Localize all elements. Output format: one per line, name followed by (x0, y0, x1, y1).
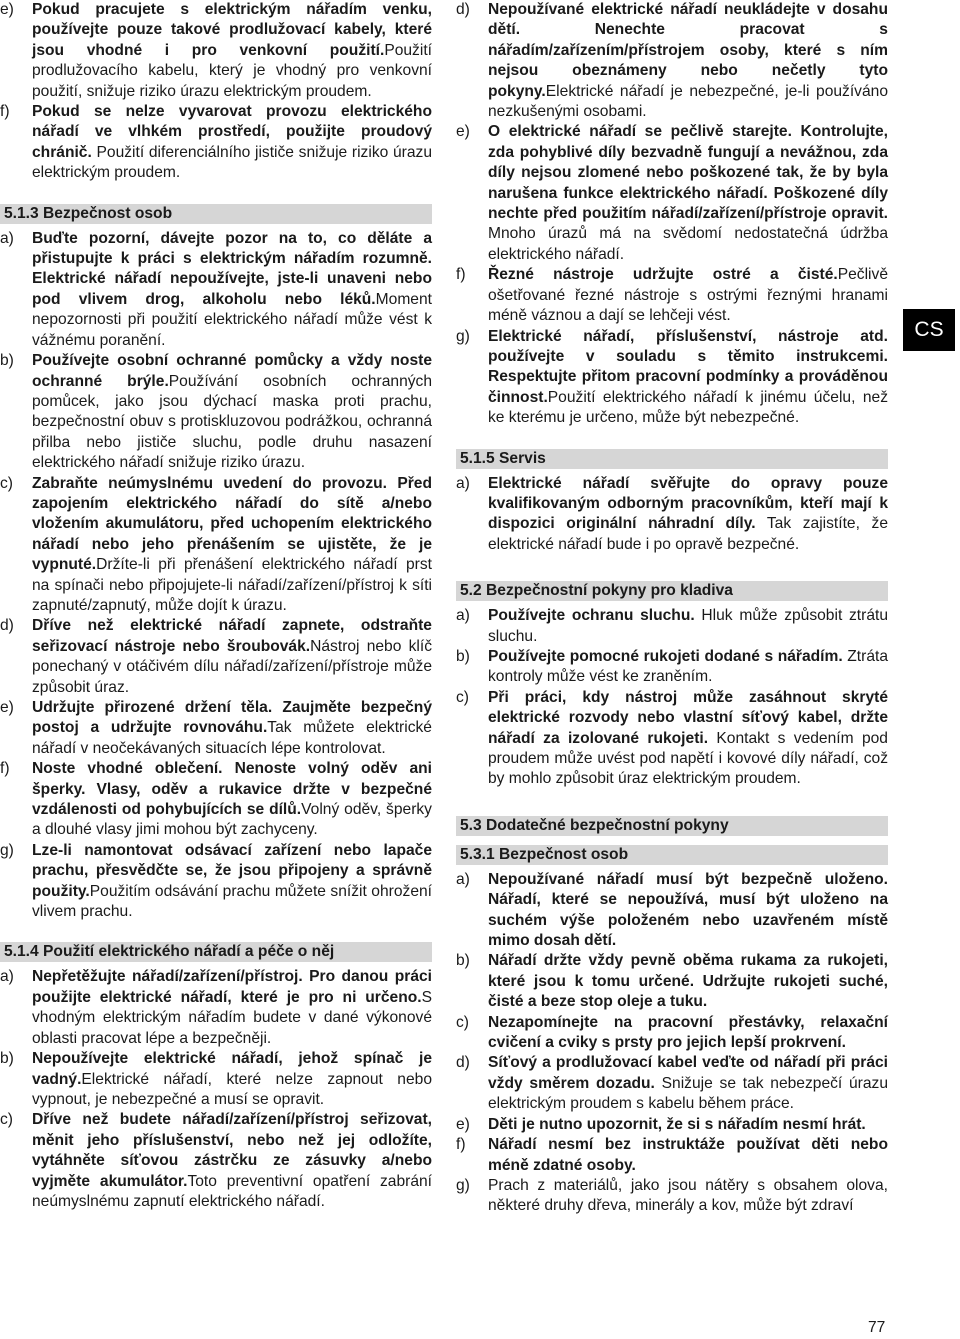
list-5-1-4 (0, 967, 432, 1212)
item-letter: c) (456, 688, 469, 706)
list-item (456, 870, 888, 952)
item-normal-text: Hluk může způsobit ztrátu sluchu. (488, 607, 888, 645)
item-letter: b) (456, 647, 470, 665)
item-letter: a) (0, 229, 14, 247)
item-letter: g) (0, 841, 14, 859)
left-column (0, 0, 432, 1212)
item-bold-text: Nepoužívané elektrické nářadí neukládejte v dosahu dětí. Nenechte pracovat s nářadím/zařízením/přístrojem osoby, které s ním nejsou obeznámeny nebo nečetly tyto pokyny. (488, 1, 888, 100)
list-5-1-5 (456, 474, 888, 556)
item-letter: g) (456, 1176, 470, 1194)
list-item (0, 351, 432, 473)
list-item (456, 688, 888, 790)
item-normal-text: Použití elektrického nářadí k jinému účelu, než ke kterému je určeno, může být nebezpečné. (488, 388, 888, 427)
item-normal-text: Toto preventivní opatření zabrání neúmyslnému zapnutí elektrického nářadí. (32, 1172, 433, 1210)
item-letter: a) (456, 607, 470, 625)
item-letter: d) (0, 617, 14, 635)
item-letter: b) (0, 1050, 14, 1068)
item-normal-text: Prach z materiálů, jako jsou nátěry s obsahem olova, některé druhy dřeva, minerály a kov, může být zdraví (488, 1176, 888, 1215)
item-bold-text: Řezné nástroje udržujte ostré a čisté. (488, 266, 838, 284)
list-item (456, 1053, 888, 1114)
heading-5-2: 5.2 Bezpečnostní pokyny pro kladiva (456, 581, 888, 601)
item-normal-text: Pečlivě ošetřované řezné nástroje s ostrými řeznými hranami méně váznou a dají se lehčeji vést. (488, 266, 888, 325)
item-normal-text: Držíte-li při přenášení elektrického nářadí prst na spínači nebo připojujete-li nářadí/zařízení/přístroj k síti zapnuté/zapnutý, může dojít k úrazu. (32, 556, 432, 614)
list-item (456, 0, 888, 122)
item-normal-text: Nástroj nebo klíč ponechaný v otáčivém dílu nářadí/zařízení/přístroje může způsobit úraz. (32, 637, 432, 696)
heading-5-1-5: 5.1.5 Servis (456, 449, 888, 469)
item-letter: a) (456, 474, 470, 492)
item-letter: c) (0, 1111, 13, 1129)
item-bold-text: Zabraňte neúmyslnému uvedení do provozu. Před zapojením elektrického nářadí do sítě a/nebo vložením akumulátoru, před uchopením elektrického nářadí nebo jeho přenášením se ujistěte, že je vypnuté. (32, 474, 432, 574)
item-normal-text: S vhodným elektrickým nářadím budete v dané výkonové oblasti pracovat lépe a bezpečněji. (32, 988, 432, 1047)
item-letter: f) (0, 103, 10, 121)
item-bold-text: Noste vhodné oblečení. Nenoste volný oděv ani šperky. Vlasy, oděv a rukavice držte v bezpečné vzdálenosti od pohybujících se dílů. (32, 760, 432, 819)
item-letter: e) (0, 1, 14, 18)
item-bold-text: Při práci, kdy nástroj může zasáhnout skryté elektrické rozvody nebo vlastní síťový kabel, držte nářadí za izolované rukojeti. (488, 688, 888, 747)
list-item (0, 1110, 432, 1212)
list-item (0, 102, 432, 184)
item-bold-text: Nepřetěžujte nářadí/zařízení/přístroj. Pro danou práci použijte elektrické nářadí, které je pro ni určeno. (32, 968, 432, 1006)
list-item (456, 1013, 888, 1054)
item-normal-text: Použití prodlužovacího kabelu, který je vhodný pro venkovní použití, snižuje riziko úrazu elektrickým proudem. (32, 41, 432, 100)
list-item (0, 698, 432, 759)
list-item (0, 616, 432, 698)
item-normal-text: Volný oděv, šperky a dlouhé vlasy jimi mohou být zachyceny. (32, 801, 432, 839)
list-item (0, 759, 432, 841)
item-normal-text: Ztráta kontroly může vést ke zraněním. (488, 647, 888, 686)
item-letter: a) (0, 968, 14, 986)
item-letter: e) (456, 123, 470, 141)
item-bold-text: Dříve než budete nářadí/zařízení/přístroj seřizovat, měnit jeho příslušenství, nebo než jej odložíte, vytáhněte síťovou zástrčku ze zásuvky a/nebo vyjměte akumulátor. (32, 1111, 432, 1190)
item-bold-text: Nářadí nesmí bez instruktáže používat děti nebo méně zdatné osoby. (488, 1136, 888, 1174)
item-letter: b) (0, 352, 14, 370)
item-letter: c) (0, 474, 13, 492)
item-normal-text: Kontakt s vedením pod proudem může uvést pod napětí i kovové díly nářadí, což by mohlo způsobit úraz elektrickým proudem. (488, 729, 888, 788)
item-bold-text: Elektrické nářadí, příslušenství, nástroje atd. používejte v souladu s těmito instrukcemi. Respektujte přitom pracovní podmínky a prováděnou činnost. (488, 327, 888, 406)
list-item (456, 122, 888, 265)
item-bold-text: Buďte pozorní, dávejte pozor na to, co děláte a přistupujte k práci s elektrickým nářadím rozumně. Elektrické nářadí nepoužívejte, jste-li unaveni nebo pod vlivem drog, alkoholu nebo léků. (32, 229, 432, 308)
item-letter: c) (456, 1013, 469, 1031)
list-item (456, 1176, 888, 1217)
item-bold-text: Nářadí držte vždy pevně oběma rukama za rukojeti, které jsou k tomu určené. Udržujte rukojeti suché, čisté a beze stop oleje a tuku. (488, 952, 888, 1011)
item-letter: g) (456, 327, 470, 345)
item-bold-text: Nezapomínejte na pracovní přestávky, relaxační cvičení a cviky s prsty pro jejich lepší prokrvení. (488, 1013, 888, 1052)
list-item (0, 474, 432, 617)
list-5-2 (456, 606, 888, 790)
item-bold-text: Nepoužívané nářadí musí být bezpečně uloženo. Nářadí, které se nepoužívá, musí být uloženo na suchém výše položeném nebo uzavřeném místě mimo dosah dětí. (488, 870, 888, 950)
heading-5-1-3: 5.1.3 Bezpečnost osob (0, 204, 432, 224)
item-bold-text: Dříve než elektrické nářadí zapnete, odstraňte seřizovací nástroje nebo šroubovák. (32, 617, 432, 655)
list-item (456, 327, 888, 429)
list-item (0, 967, 432, 1049)
item-bold-text: Lze-li namontovat odsávací zařízení nebo lapače prachu, přesvědčte se, že jsou připojeny a správně použity. (32, 841, 432, 900)
item-letter: b) (456, 952, 470, 970)
language-tab: CS (903, 309, 955, 351)
item-bold-text: Děti je nutno upozornit, že si s nářadím nesmí hrát. (488, 1115, 866, 1133)
item-bold-text: Pokud se nelze vyvarovat provozu elektrického nářadí ve vlhkém prostředí, použijte proudový chránič. (32, 103, 432, 161)
list-item (0, 229, 432, 351)
list-5-3-1 (456, 870, 888, 1217)
item-letter: a) (456, 870, 470, 888)
heading-5-3: 5.3 Dodatečné bezpečnostní pokyny (456, 816, 888, 836)
item-letter: e) (0, 699, 14, 716)
list-top-right (456, 0, 888, 429)
item-bold-text: Používejte ochranu sluchu. (488, 607, 695, 625)
list-item (456, 474, 888, 556)
item-normal-text: Použitím odsávání prachu můžete snížit ohrožení vlivem prachu. (32, 882, 432, 921)
heading-5-3-1: 5.3.1 Bezpečnost osob (456, 845, 888, 865)
list-item (456, 1115, 888, 1135)
item-letter: f) (456, 266, 466, 284)
item-normal-text: Tak zajistíte, že elektrické nářadí bude i po opravě bezpečné. (488, 515, 888, 553)
item-letter: f) (0, 760, 10, 778)
item-normal-text: Snižuje se tak nebezpečí úrazu elektrickým proudem s kabelu během práce. (488, 1074, 889, 1113)
list-item (0, 841, 432, 923)
item-bold-text: Síťový a prodlužovací kabel veďte od nářadí při práci vždy směrem dozadu. (488, 1054, 888, 1092)
item-bold-text: O elektrické nářadí se pečlivě starejte. Kontrolujte, zda pohyblivé díly bezvadně fungují a nevážnou, zda díly nejsou zlomené nebo poškozené tak, že by byla narušena funkce elektrického nářadí. Poškozené díly nechte před použitím nářadí/zařízení/přístroje opravit. (488, 123, 888, 223)
list-item (0, 0, 432, 102)
item-bold-text: Udržujte přirozené držení těla. Zaujměte bezpečný postoj a udržujte rovnováhu. (32, 699, 432, 737)
item-normal-text: Tak můžete elektrické nářadí v neočekávaných situacích lépe kontrolovat. (32, 719, 432, 757)
item-bold-text: Nepoužívejte elektrické nářadí, jehož spínač je vadný. (32, 1050, 432, 1088)
page-number: 77 (868, 1319, 886, 1336)
item-normal-text: Moment nepozornosti při použití elektrického nářadí může vést k vážnému poranění. (32, 290, 432, 349)
item-normal-text: Použití diferenciálního jističe snižuje riziko úrazu elektrickým proudem. (32, 143, 432, 182)
item-normal-text: Mnoho úrazů má na svědomí nedostatečná údržba elektrického nářadí. (488, 225, 888, 263)
item-letter: f) (456, 1136, 466, 1154)
item-bold-text: Používejte osobní ochranné pomůcky a vždy noste ochranné brýle. (32, 352, 432, 390)
item-normal-text: Používání osobních ochranných pomůcek, jako jsou dýchací maska proti prachu, bezpečnostní obuv s protiskluzovou podrážkou, ochranná přilba nebo jističe sluchu, podle druhu nasazení elektrického nářadí snižuje riziko úrazu. (32, 372, 433, 472)
list-top-left (0, 0, 432, 184)
item-bold-text: Pokud pracujete s elektrickým nářadím venku, používejte pouze takové prodlužovací kabely, které jsou vhodné i pro venkovní použití. (32, 1, 432, 59)
item-letter: d) (456, 1, 470, 18)
list-item (456, 647, 888, 688)
item-bold-text: Používejte pomocné rukojeti dodané s nářadím. (488, 647, 843, 665)
item-normal-text: Elektrické nářadí je nebezpečné, je-li používáno nezkušenými osobami. (488, 82, 888, 121)
item-normal-text: Elektrické nářadí, které nelze zapnout nebo vypnout, je nebezpečné a musí se opravit. (32, 1070, 432, 1108)
item-letter: d) (456, 1054, 470, 1072)
list-item (456, 606, 888, 647)
list-item (0, 1049, 432, 1110)
right-column (456, 0, 888, 1217)
list-item (456, 951, 888, 1012)
list-item (456, 265, 888, 326)
heading-5-1-4: 5.1.4 Použití elektrického nářadí a péče o něj (0, 942, 432, 962)
item-letter: e) (456, 1115, 470, 1133)
item-bold-text: Elektrické nářadí svěřujte do opravy pouze kvalifikovaným odborným pracovníkům, kteří mají k dispozici originální náhradní díly. (488, 474, 888, 533)
list-item (456, 1135, 888, 1176)
list-5-1-3 (0, 229, 432, 923)
